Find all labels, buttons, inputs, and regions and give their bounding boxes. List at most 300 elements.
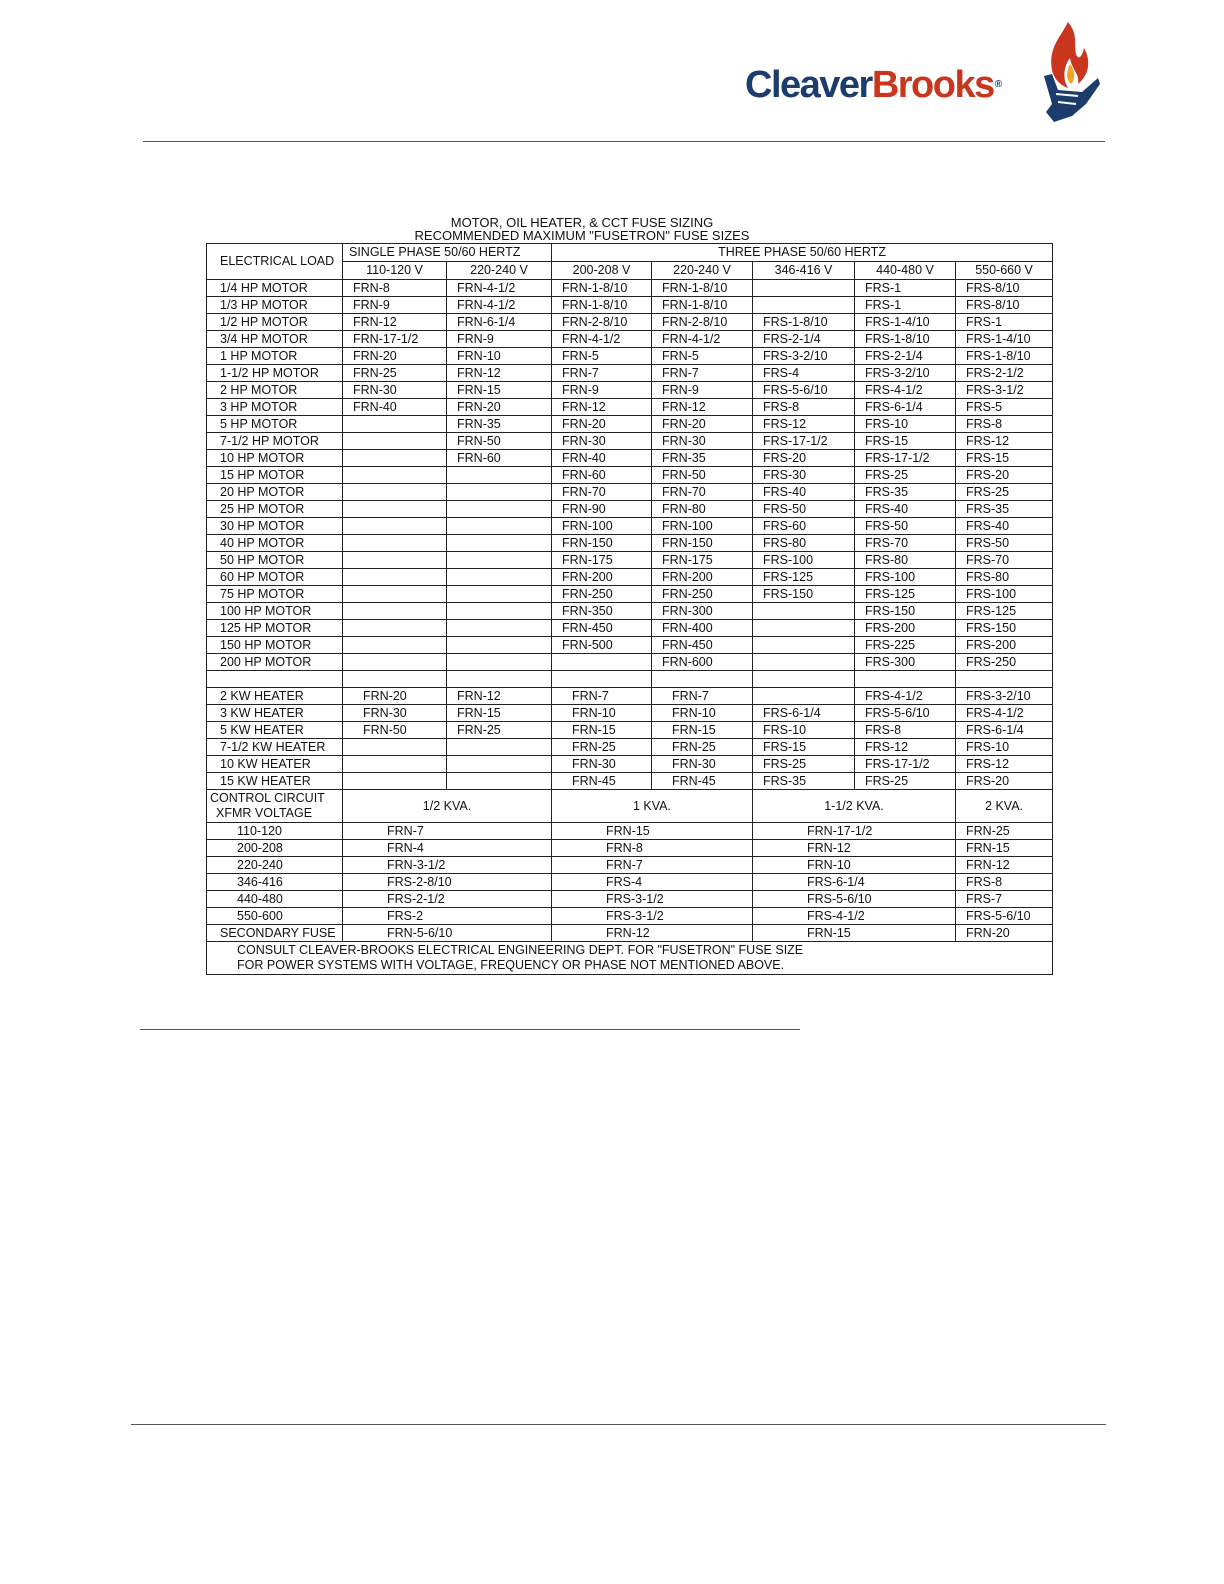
fuse-cell xyxy=(447,586,552,603)
fuse-cell: FRS-2 xyxy=(343,908,552,925)
motor-row xyxy=(207,654,1053,671)
fuse-cell: FRN-8 xyxy=(343,280,447,297)
fuse-cell: FRN-70 xyxy=(652,484,753,501)
fuse-cell: FRN-4-1/2 xyxy=(447,280,552,297)
fuse-cell: FRS-10 xyxy=(753,722,855,739)
fuse-cell: FRN-250 xyxy=(652,586,753,603)
fuse-cell xyxy=(447,603,552,620)
fuse-cell: FRS-1-8/10 xyxy=(956,348,1053,365)
control-row xyxy=(207,908,1053,925)
fuse-cell xyxy=(447,739,552,756)
fuse-cell: FRN-7 xyxy=(552,688,652,705)
fuse-cell: FRN-3-1/2 xyxy=(343,857,552,874)
fuse-cell: FRS-8/10 xyxy=(956,297,1053,314)
fuse-cell: FRS-20 xyxy=(753,450,855,467)
motor-row xyxy=(207,348,1053,365)
note-row xyxy=(207,942,1053,975)
fuse-cell xyxy=(447,654,552,671)
fuse-cell xyxy=(343,416,447,433)
fuse-cell: FRN-9 xyxy=(343,297,447,314)
fuse-cell: FRN-30 xyxy=(552,756,652,773)
fuse-cell: FRS-60 xyxy=(753,518,855,535)
load-label: 10 HP MOTOR xyxy=(207,450,343,467)
fuse-cell: FRS-125 xyxy=(855,586,956,603)
motor-row xyxy=(207,331,1053,348)
fuse-cell: FRN-7 xyxy=(552,857,753,874)
fuse-cell: FRN-12 xyxy=(552,399,652,416)
load-label: 200 HP MOTOR xyxy=(207,654,343,671)
motor-row xyxy=(207,586,1053,603)
fuse-cell: FRS-40 xyxy=(855,501,956,518)
fuse-cell: FRS-20 xyxy=(956,467,1053,484)
fuse-cell: FRS-25 xyxy=(956,484,1053,501)
fuse-cell: FRN-50 xyxy=(652,467,753,484)
control-row xyxy=(207,823,1053,840)
fuse-cell: FRS-17-1/2 xyxy=(855,450,956,467)
fuse-cell: FRN-400 xyxy=(652,620,753,637)
load-label: 7-1/2 KW HEATER xyxy=(207,739,343,756)
fuse-cell: FRN-60 xyxy=(552,467,652,484)
kva-header: 2 KVA. xyxy=(956,790,1053,823)
control-row xyxy=(207,891,1053,908)
fuse-cell: FRN-450 xyxy=(552,620,652,637)
fuse-cell: FRS-80 xyxy=(956,569,1053,586)
fuse-cell: FRN-20 xyxy=(343,688,447,705)
xfmr-voltage-label: 550-600 xyxy=(207,908,343,925)
fuse-cell: FRS-5 xyxy=(956,399,1053,416)
xfmr-voltage-label: 110-120 xyxy=(207,823,343,840)
load-label: 2 HP MOTOR xyxy=(207,382,343,399)
voltage-header: 200-208 V xyxy=(552,262,652,280)
fuse-cell: FRS-25 xyxy=(753,756,855,773)
electrical-load-header: ELECTRICAL LOAD xyxy=(207,244,343,280)
fuse-cell xyxy=(343,450,447,467)
note-line-2: FOR POWER SYSTEMS WITH VOLTAGE, FREQUENCY OR PHASE NOT MENTIONED ABOVE. xyxy=(237,958,785,972)
fuse-cell xyxy=(753,280,855,297)
fuse-cell: FRS-1-4/10 xyxy=(956,331,1053,348)
motor-row xyxy=(207,314,1053,331)
fuse-cell: FRN-200 xyxy=(552,569,652,586)
load-label: 15 KW HEATER xyxy=(207,773,343,790)
fuse-cell: FRS-12 xyxy=(956,756,1053,773)
fuse-cell: FRN-25 xyxy=(652,739,753,756)
fuse-cell: FRN-8 xyxy=(552,840,753,857)
fuse-cell: FRS-30 xyxy=(753,467,855,484)
blank-cell xyxy=(956,671,1053,688)
fuse-cell xyxy=(343,501,447,518)
fuse-cell: FRN-15 xyxy=(552,823,753,840)
fuse-cell xyxy=(343,739,447,756)
fuse-cell: FRS-300 xyxy=(855,654,956,671)
load-label: 60 HP MOTOR xyxy=(207,569,343,586)
motor-row xyxy=(207,501,1053,518)
fuse-cell: FRN-2-8/10 xyxy=(652,314,753,331)
fuse-cell xyxy=(447,535,552,552)
load-label: 1/4 HP MOTOR xyxy=(207,280,343,297)
fuse-cell: FRN-12 xyxy=(956,857,1053,874)
fuse-cell: FRN-12 xyxy=(652,399,753,416)
blank-cell xyxy=(855,671,956,688)
fuse-cell: FRN-12 xyxy=(753,840,956,857)
voltage-header: 220-240 V xyxy=(652,262,753,280)
fuse-cell xyxy=(343,654,447,671)
fuse-cell: FRN-4-1/2 xyxy=(447,297,552,314)
fuse-cell xyxy=(343,467,447,484)
three-phase-header: THREE PHASE 50/60 HERTZ xyxy=(552,244,1053,262)
fuse-cell: FRS-50 xyxy=(956,535,1053,552)
motor-row xyxy=(207,382,1053,399)
fuse-cell: FRN-4-1/2 xyxy=(652,331,753,348)
fuse-cell: FRN-12 xyxy=(343,314,447,331)
fuse-cell: FRN-5 xyxy=(552,348,652,365)
fuse-cell: FRN-40 xyxy=(552,450,652,467)
fuse-cell: FRN-9 xyxy=(552,382,652,399)
footer-rule xyxy=(131,1424,1106,1425)
fuse-cell: FRS-8 xyxy=(753,399,855,416)
blank-cell xyxy=(652,671,753,688)
fuse-cell: FRS-3-2/10 xyxy=(956,688,1053,705)
load-label: 1-1/2 HP MOTOR xyxy=(207,365,343,382)
fuse-cell: FRN-1-8/10 xyxy=(652,280,753,297)
fuse-cell: FRN-500 xyxy=(552,637,652,654)
voltage-header: 110-120 V xyxy=(343,262,447,280)
fuse-cell: FRS-150 xyxy=(956,620,1053,637)
fuse-cell xyxy=(447,484,552,501)
fuse-cell: FRS-10 xyxy=(855,416,956,433)
fuse-cell xyxy=(447,569,552,586)
fuse-cell: FRN-50 xyxy=(343,722,447,739)
fuse-cell xyxy=(552,654,652,671)
fuse-cell xyxy=(753,688,855,705)
heater-row xyxy=(207,688,1053,705)
fuse-cell: FRS-10 xyxy=(956,739,1053,756)
fuse-cell: FRN-25 xyxy=(447,722,552,739)
fuse-cell: FRS-100 xyxy=(753,552,855,569)
fuse-cell: FRN-15 xyxy=(956,840,1053,857)
fuse-cell: FRS-15 xyxy=(753,739,855,756)
motor-row xyxy=(207,450,1053,467)
fuse-cell: FRS-15 xyxy=(956,450,1053,467)
fuse-cell: FRN-100 xyxy=(652,518,753,535)
blank-cell xyxy=(753,671,855,688)
fuse-cell: FRS-70 xyxy=(956,552,1053,569)
fuse-cell: FRS-2-8/10 xyxy=(343,874,552,891)
fuse-cell: FRS-1 xyxy=(855,297,956,314)
fuse-cell xyxy=(343,620,447,637)
motor-row xyxy=(207,637,1053,654)
fuse-cell: FRS-2-1/4 xyxy=(855,348,956,365)
fuse-cell: FRS-35 xyxy=(956,501,1053,518)
fuse-cell: FRN-12 xyxy=(552,925,753,942)
motor-row xyxy=(207,365,1053,382)
fuse-cell: FRN-7 xyxy=(343,823,552,840)
fuse-cell: FRS-5-6/10 xyxy=(753,891,956,908)
fuse-cell: FRN-80 xyxy=(652,501,753,518)
fuse-cell xyxy=(343,484,447,501)
fuse-cell xyxy=(753,620,855,637)
load-label: 2 KW HEATER xyxy=(207,688,343,705)
fuse-cell: FRS-3-2/10 xyxy=(753,348,855,365)
fuse-cell: FRN-50 xyxy=(447,433,552,450)
xfmr-voltage-label: 220-240 xyxy=(207,857,343,874)
fuse-cell: FRS-35 xyxy=(855,484,956,501)
fuse-cell: FRS-150 xyxy=(753,586,855,603)
load-label: 1/3 HP MOTOR xyxy=(207,297,343,314)
fuse-cell xyxy=(447,756,552,773)
fuse-cell: FRN-1-8/10 xyxy=(652,297,753,314)
header-rule xyxy=(143,141,1105,142)
load-label: 15 HP MOTOR xyxy=(207,467,343,484)
fuse-cell: FRN-25 xyxy=(343,365,447,382)
fuse-cell: FRS-12 xyxy=(753,416,855,433)
fuse-cell xyxy=(753,603,855,620)
fuse-cell: FRN-300 xyxy=(652,603,753,620)
fuse-cell xyxy=(343,773,447,790)
fuse-cell: FRN-25 xyxy=(956,823,1053,840)
fuse-cell: FRS-6-1/4 xyxy=(753,705,855,722)
fuse-cell: FRN-2-8/10 xyxy=(552,314,652,331)
kva-header: 1-1/2 KVA. xyxy=(753,790,956,823)
fuse-cell: FRS-3-1/2 xyxy=(552,908,753,925)
motor-row xyxy=(207,297,1053,314)
heater-row xyxy=(207,722,1053,739)
xfmr-voltage-label: 440-480 xyxy=(207,891,343,908)
fuse-cell: FRN-20 xyxy=(552,416,652,433)
kva-header: 1/2 KVA. xyxy=(343,790,552,823)
fuse-cell: FRS-5-6/10 xyxy=(855,705,956,722)
flame-hand-icon xyxy=(1038,18,1102,126)
fuse-cell: FRN-20 xyxy=(343,348,447,365)
load-label: 125 HP MOTOR xyxy=(207,620,343,637)
fuse-cell: FRS-150 xyxy=(855,603,956,620)
fuse-cell: FRS-125 xyxy=(753,569,855,586)
heater-row xyxy=(207,756,1053,773)
fuse-cell xyxy=(447,773,552,790)
fuse-cell: FRN-6-1/4 xyxy=(447,314,552,331)
fuse-cell: FRN-20 xyxy=(447,399,552,416)
fuse-cell xyxy=(447,518,552,535)
fuse-cell: FRS-70 xyxy=(855,535,956,552)
control-circuit-header xyxy=(207,790,343,823)
fuse-cell: FRS-3-2/10 xyxy=(855,365,956,382)
fuse-cell: FRS-4-1/2 xyxy=(855,382,956,399)
table-title: MOTOR, OIL HEATER, & CCT FUSE SIZING xyxy=(450,215,714,230)
fuse-cell xyxy=(343,637,447,654)
fuse-cell: FRN-5-6/10 xyxy=(343,925,552,942)
fuse-cell: FRN-35 xyxy=(652,450,753,467)
load-label: 50 HP MOTOR xyxy=(207,552,343,569)
fuse-cell xyxy=(343,756,447,773)
xfmr-voltage-label: 346-416 xyxy=(207,874,343,891)
fuse-cell: FRN-15 xyxy=(552,722,652,739)
fuse-cell xyxy=(753,637,855,654)
cleaver-brooks-logo xyxy=(745,18,1105,128)
fuse-cell: FRN-15 xyxy=(447,382,552,399)
fuse-cell: FRS-8 xyxy=(956,416,1053,433)
fuse-cell: FRS-6-1/4 xyxy=(753,874,956,891)
voltage-header: 220-240 V xyxy=(447,262,552,280)
fuse-cell: FRN-10 xyxy=(552,705,652,722)
fuse-cell: FRS-4-1/2 xyxy=(855,688,956,705)
fuse-cell: FRN-25 xyxy=(552,739,652,756)
fuse-cell: FRN-450 xyxy=(652,637,753,654)
fuse-cell xyxy=(343,518,447,535)
fuse-cell: FRN-150 xyxy=(552,535,652,552)
load-label: 30 HP MOTOR xyxy=(207,518,343,535)
fuse-cell: FRN-20 xyxy=(956,925,1053,942)
control-header-row xyxy=(207,790,1053,823)
xfmr-voltage-label: SECONDARY FUSE xyxy=(207,925,343,942)
fuse-cell: FRN-40 xyxy=(343,399,447,416)
table-subtitle: RECOMMENDED MAXIMUM "FUSETRON" FUSE SIZES xyxy=(414,228,750,243)
fuse-cell: FRN-7 xyxy=(652,365,753,382)
fuse-cell xyxy=(447,552,552,569)
fuse-cell: FRS-2-1/2 xyxy=(956,365,1053,382)
load-label: 3 KW HEATER xyxy=(207,705,343,722)
fuse-cell: FRS-5-6/10 xyxy=(956,908,1053,925)
control-row xyxy=(207,857,1053,874)
fuse-cell: FRS-8 xyxy=(855,722,956,739)
fuse-cell: FRS-6-1/4 xyxy=(855,399,956,416)
fuse-cell: FRS-4 xyxy=(753,365,855,382)
heater-row xyxy=(207,773,1053,790)
fuse-cell: FRN-45 xyxy=(652,773,753,790)
blank-cell xyxy=(552,671,652,688)
blank-cell xyxy=(447,671,552,688)
fuse-cell: FRS-125 xyxy=(956,603,1053,620)
fuse-cell: FRS-7 xyxy=(956,891,1053,908)
fuse-cell: FRN-20 xyxy=(652,416,753,433)
section-rule xyxy=(140,1029,800,1030)
load-label: 1/2 HP MOTOR xyxy=(207,314,343,331)
motor-row xyxy=(207,518,1053,535)
motor-row xyxy=(207,484,1053,501)
fuse-cell: FRN-100 xyxy=(552,518,652,535)
fuse-cell: FRS-200 xyxy=(956,637,1053,654)
fuse-cell: FRS-4-1/2 xyxy=(753,908,956,925)
fuse-cell: FRS-3-1/2 xyxy=(552,891,753,908)
motor-row xyxy=(207,603,1053,620)
control-header-line-1: CONTROL CIRCUIT xyxy=(210,791,325,805)
fuse-cell: FRS-1-4/10 xyxy=(855,314,956,331)
fuse-cell: FRS-80 xyxy=(753,535,855,552)
kva-header: 1 KVA. xyxy=(552,790,753,823)
fuse-cell: FRN-200 xyxy=(652,569,753,586)
control-row xyxy=(207,840,1053,857)
fuse-cell xyxy=(343,535,447,552)
fuse-cell: FRN-17-1/2 xyxy=(343,331,447,348)
fuse-cell: FRN-9 xyxy=(652,382,753,399)
fuse-cell: FRN-30 xyxy=(552,433,652,450)
fuse-cell: FRN-7 xyxy=(552,365,652,382)
voltage-header: 550-660 V xyxy=(956,262,1053,280)
load-label: 3/4 HP MOTOR xyxy=(207,331,343,348)
fuse-cell: FRS-50 xyxy=(753,501,855,518)
fuse-cell: FRS-25 xyxy=(855,467,956,484)
fuse-cell: FRN-10 xyxy=(652,705,753,722)
fuse-cell: FRS-40 xyxy=(956,518,1053,535)
load-label: 75 HP MOTOR xyxy=(207,586,343,603)
load-label: 10 KW HEATER xyxy=(207,756,343,773)
fuse-cell: FRN-30 xyxy=(652,756,753,773)
fuse-cell xyxy=(447,637,552,654)
fuse-cell: FRN-5 xyxy=(652,348,753,365)
fuse-cell: FRS-80 xyxy=(855,552,956,569)
fuse-cell: FRN-12 xyxy=(447,365,552,382)
fuse-cell: FRN-17-1/2 xyxy=(753,823,956,840)
load-label: 7-1/2 HP MOTOR xyxy=(207,433,343,450)
control-row xyxy=(207,925,1053,942)
fuse-cell: FRS-100 xyxy=(855,569,956,586)
fuse-cell: FRS-2-1/4 xyxy=(753,331,855,348)
fuse-cell: FRS-250 xyxy=(956,654,1053,671)
fuse-cell: FRN-10 xyxy=(447,348,552,365)
fuse-cell xyxy=(343,603,447,620)
load-label: 5 KW HEATER xyxy=(207,722,343,739)
voltage-header: 346-416 V xyxy=(753,262,855,280)
fuse-cell xyxy=(343,433,447,450)
fuse-cell: FRS-1 xyxy=(855,280,956,297)
fuse-cell: FRS-8 xyxy=(956,874,1053,891)
motor-row xyxy=(207,399,1053,416)
fuse-cell: FRN-60 xyxy=(447,450,552,467)
fuse-cell xyxy=(447,620,552,637)
motor-row xyxy=(207,433,1053,450)
fuse-cell: FRS-12 xyxy=(855,739,956,756)
fuse-cell: FRN-15 xyxy=(753,925,956,942)
fuse-cell: FRS-225 xyxy=(855,637,956,654)
fuse-cell: FRN-150 xyxy=(652,535,753,552)
motor-row xyxy=(207,535,1053,552)
fuse-cell: FRN-10 xyxy=(753,857,956,874)
single-phase-header: SINGLE PHASE 50/60 HERTZ xyxy=(343,244,552,262)
fuse-cell: FRN-600 xyxy=(652,654,753,671)
separator-row xyxy=(207,671,1053,688)
fuse-cell: FRN-30 xyxy=(652,433,753,450)
load-label: 20 HP MOTOR xyxy=(207,484,343,501)
fuse-cell: FRN-1-8/10 xyxy=(552,297,652,314)
load-label: 150 HP MOTOR xyxy=(207,637,343,654)
xfmr-voltage-label: 200-208 xyxy=(207,840,343,857)
fuse-cell: FRS-15 xyxy=(855,433,956,450)
fuse-cell: FRN-175 xyxy=(552,552,652,569)
fuse-cell: FRN-35 xyxy=(447,416,552,433)
fuse-cell: FRS-35 xyxy=(753,773,855,790)
heater-row xyxy=(207,739,1053,756)
motor-row xyxy=(207,569,1053,586)
fuse-cell: FRS-4 xyxy=(552,874,753,891)
fuse-cell xyxy=(343,586,447,603)
blank-cell xyxy=(207,671,343,688)
fuse-cell: FRN-4-1/2 xyxy=(552,331,652,348)
fuse-cell: FRN-45 xyxy=(552,773,652,790)
fuse-cell: FRN-9 xyxy=(447,331,552,348)
logo-wordmark: CleaverBrooks® xyxy=(745,64,1001,106)
fuse-cell: FRS-100 xyxy=(956,586,1053,603)
load-label: 25 HP MOTOR xyxy=(207,501,343,518)
fuse-cell: FRN-7 xyxy=(652,688,753,705)
fuse-cell: FRN-1-8/10 xyxy=(552,280,652,297)
load-label: 100 HP MOTOR xyxy=(207,603,343,620)
fuse-cell: FRN-175 xyxy=(652,552,753,569)
fuse-cell: FRN-4 xyxy=(343,840,552,857)
fuse-cell: FRS-6-1/4 xyxy=(956,722,1053,739)
note-line-1: CONSULT CLEAVER-BROOKS ELECTRICAL ENGINEERING DEPT. FOR "FUSETRON" FUSE SIZE xyxy=(237,943,804,957)
fuse-cell xyxy=(343,569,447,586)
motor-row xyxy=(207,467,1053,484)
fuse-cell: FRS-200 xyxy=(855,620,956,637)
heater-row xyxy=(207,705,1053,722)
